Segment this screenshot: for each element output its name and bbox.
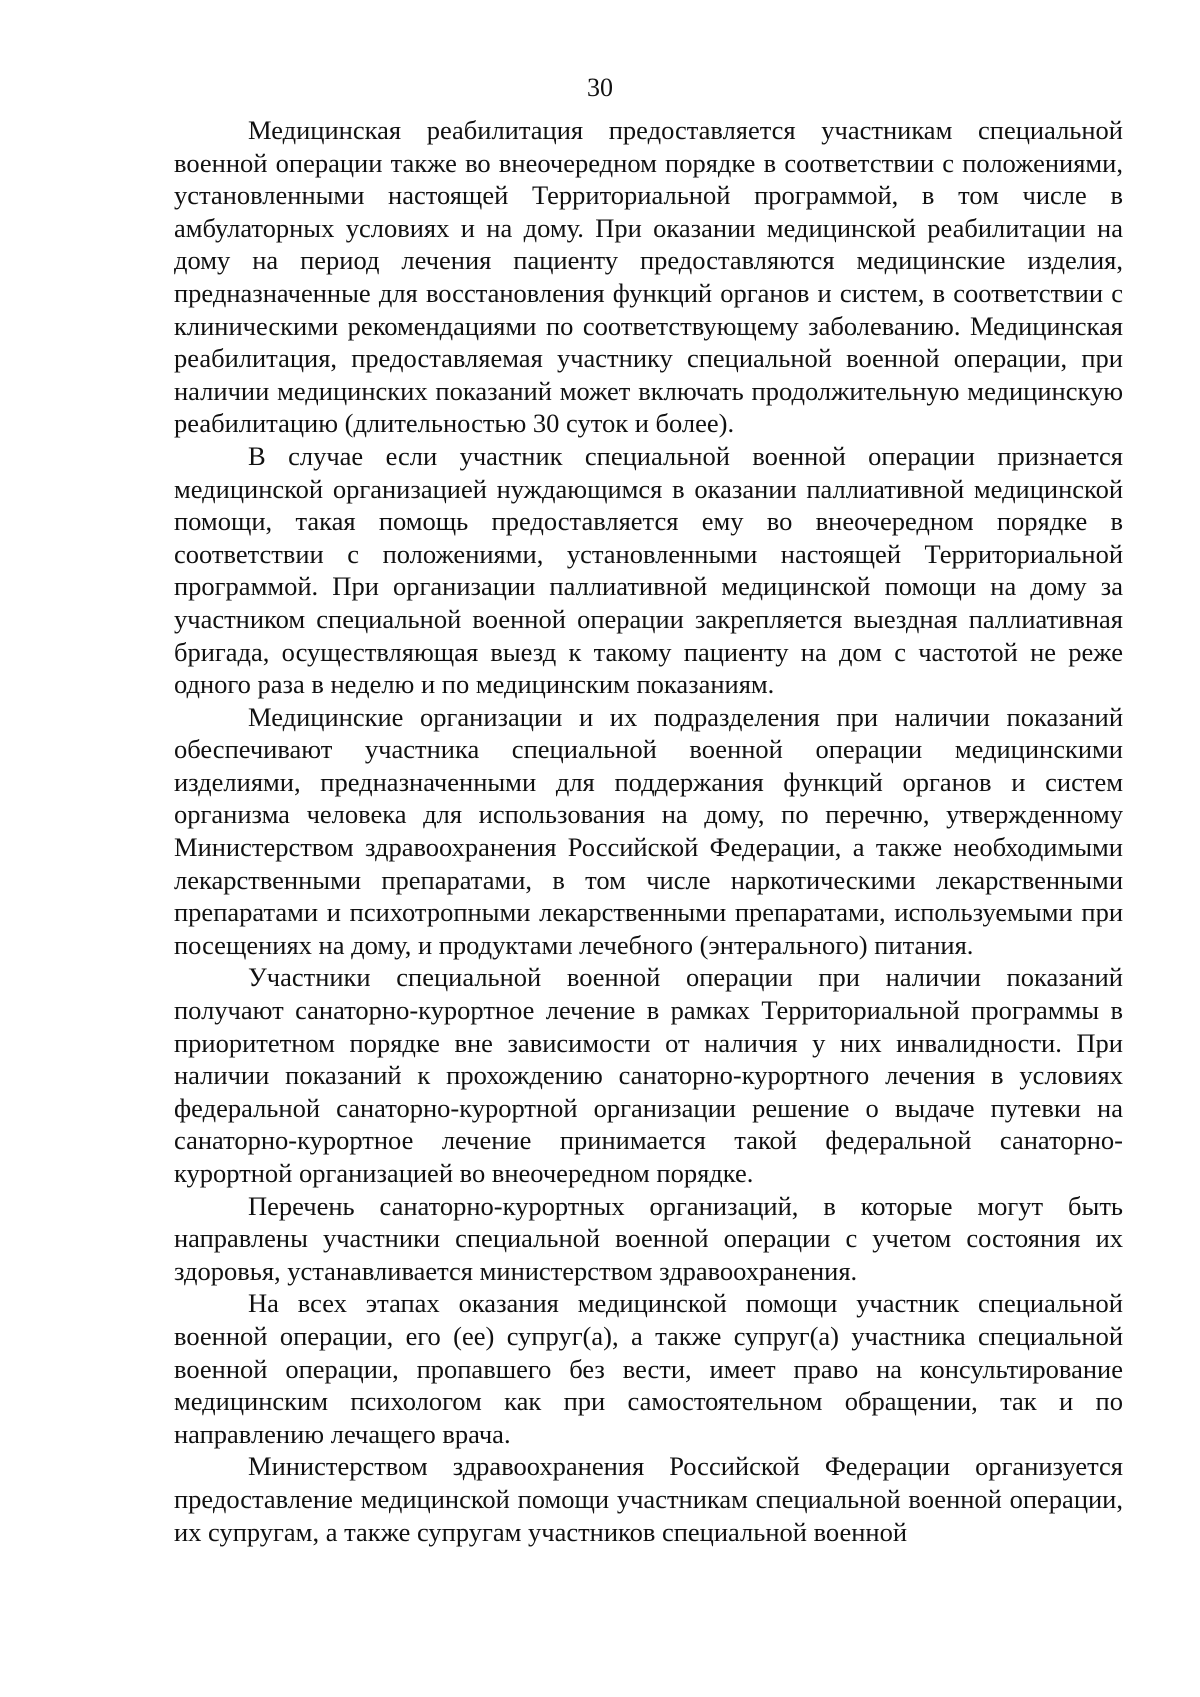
paragraph-palliative-care: В случае если участник специальной военной операции признается медицинской организацией нуждающимся в оказании паллиативной медицинской помощи, такая помощь предоставляется ему во внеочередном порядке в соответствии с положениями, установленными настоящей Территориальной программой. При организации паллиативной медицинской помощи на дому за участником специальной военной операции закрепляется выездная паллиативная бригада, осуществляющая выезд к такому пациенту на дом с частотой не реже одного раза в неделю и по медицинским показаниям. — [174, 440, 1123, 700]
paragraph-rehabilitation: Медицинская реабилитация предоставляется участникам специальной военной операции также во внеочередном порядке в соответствии с положениями, установленными настоящей Территориальной программой, в том числе в амбулаторных условиях и на дому. При оказании медицинской реабилитации на дому на период лечения пациенту предоставляются медицинские изделия, предназначенные для восстановления функций органов и систем, в соответствии с клиническими рекомендациями по соответствующему заболеванию. Медицинская реабилитация, предоставляемая участнику специальной военной операции, при наличии медицинских показаний может включать продолжительную медицинскую реабилитацию (длительностью 30 суток и более). — [174, 115, 1123, 439]
paragraph-medical-devices: Медицинские организации и их подразделения при наличии показаний обеспечивают участника специальной военной операции медицинскими изделиями, предназначенными для поддержания функций органов и систем организма человека для использования на дому, по перечню, утвержденному Министерством здравоохранения Российской Федерации, а также необходимыми лекарственными препаратами, в том числе наркотическими лекарственными препаратами и психотропными лекарственными препаратами, используемыми при посещениях на дому, и продуктами лечебного (энтерального) питания. — [174, 701, 1123, 960]
paragraph-ministry-organization: Министерством здравоохранения Российской Федерации организуется предоставление медицинской помощи участникам специальной военной операции, их супругам, а также супругам участников специальной военной — [174, 1451, 1123, 1547]
page-number: 30 — [587, 73, 613, 102]
paragraph-sanatorium-treatment: Участники специальной военной операции при наличии показаний получают санаторно-курортное лечение в рамках Территориальной программы в приоритетном порядке вне зависимости от наличия у них инвалидности. При наличии показаний к прохождению санаторно-курортного лечения в условиях федеральной санаторно-курортной организации решение о выдаче путевки на санаторно-курортное лечение принимается такой федеральной санаторно-курортной организацией во внеочередном порядке. — [174, 962, 1123, 1188]
paragraph-sanatorium-list: Перечень санаторно-курортных организаций, в которые могут быть направлены участники специальной военной операции с учетом состояния их здоровья, устанавливается министерством здравоохранения. — [174, 1190, 1123, 1286]
paragraph-psychologist-consultation: На всех этапах оказания медицинской помощи участник специальной военной операции, его (ее) супруг(а), а также супруг(а) участника специальной военной операции, пропавшего без вести, имеет право на консультирование медицинским психологом как при самостоятельном обращении, так и по направлению лечащего врача. — [174, 1288, 1123, 1449]
document-body — [174, 114, 1123, 1548]
